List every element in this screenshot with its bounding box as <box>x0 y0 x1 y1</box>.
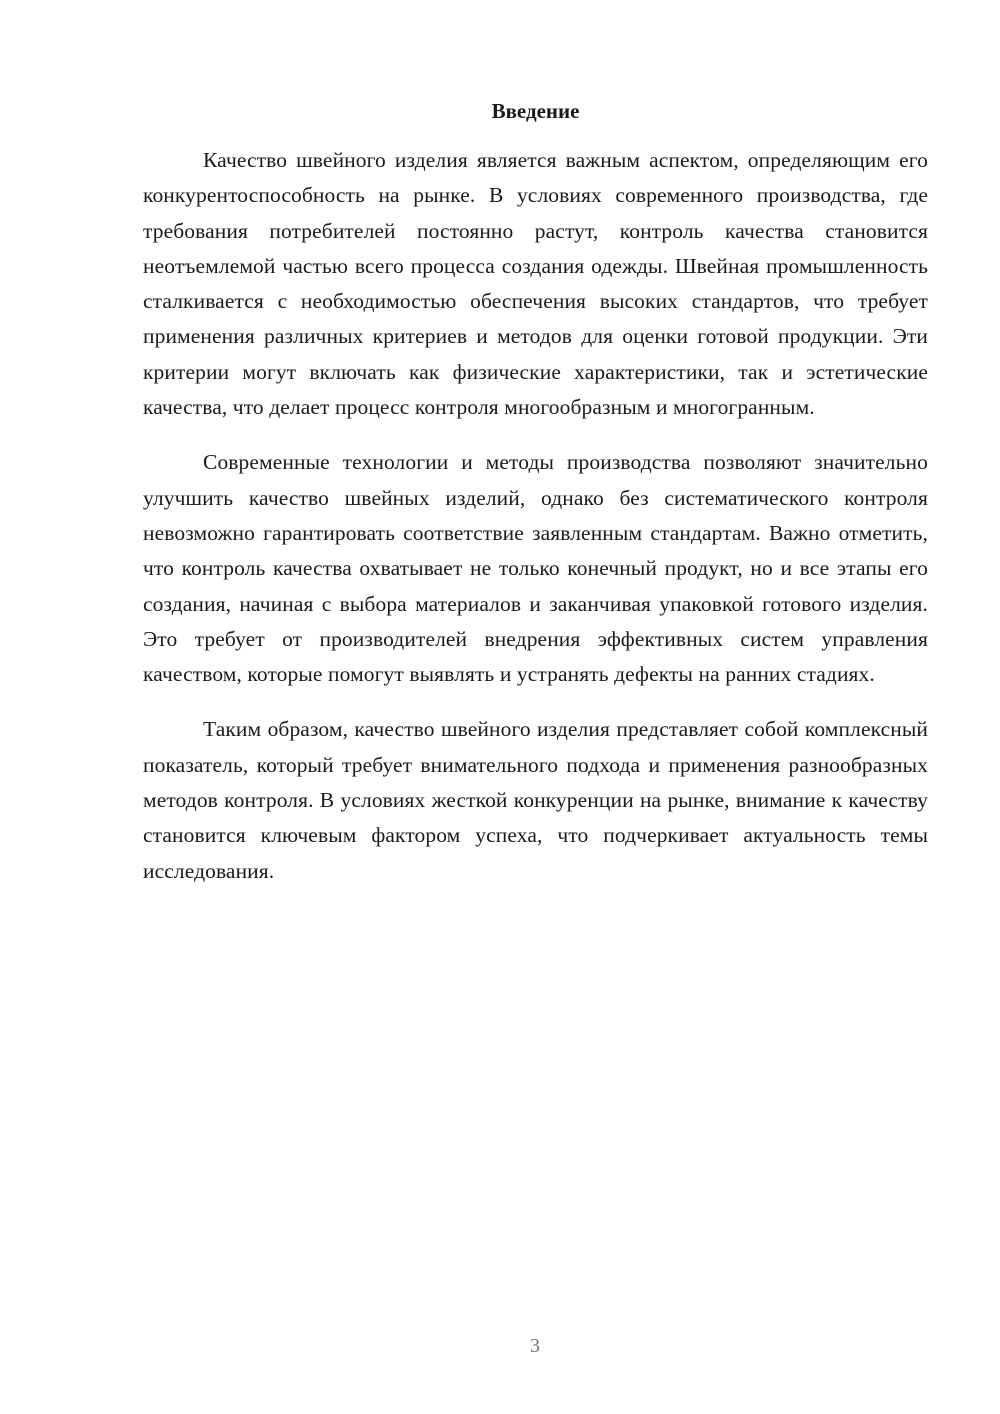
page-number: 3 <box>530 1335 540 1357</box>
paragraph: Таким образом, качество швейного изделия представляет собой комплексный показатель, который требует внимательного подхода и применения разнообразных методов контроля. В условиях жесткой конкуренции на рынке, внимание к качеству становится ключевым фактором успеха, что подчеркивает актуальность темы исследования. <box>143 717 928 883</box>
paragraph: Современные технологии и методы производства позволяют значительно улучшить качество швейных изделий, однако без систематического контроля невозможно гарантировать соответствие заявленным стандартам. Важно отметить, что контроль качества охватывает не только конечный продукт, но и все этапы его создания, начиная с выбора материалов и заканчивая упаковкой готового изделия. Это требует от производителей внедрения эффективных систем управления качеством, которые помогут выявлять и устранять дефекты на ранних стадиях. <box>143 450 928 687</box>
paragraph: Качество швейного изделия является важным аспектом, определяющим его конкурентоспособность на рынке. В условиях современного производства, где требования потребителей постоянно растут, контроль качества становится неотъемлемой частью всего процесса создания одежды. Швейная промышленность сталкивается с необходимостью обеспечения высоких стандартов, что требует применения различных критериев и методов для оценки готовой продукции. Эти критерии могут включать как физические характеристики, так и эстетические качества, что делает процесс контроля многообразным и многогранным. <box>143 148 928 420</box>
section-heading: Введение <box>491 99 580 123</box>
body-text <box>143 143 928 909</box>
